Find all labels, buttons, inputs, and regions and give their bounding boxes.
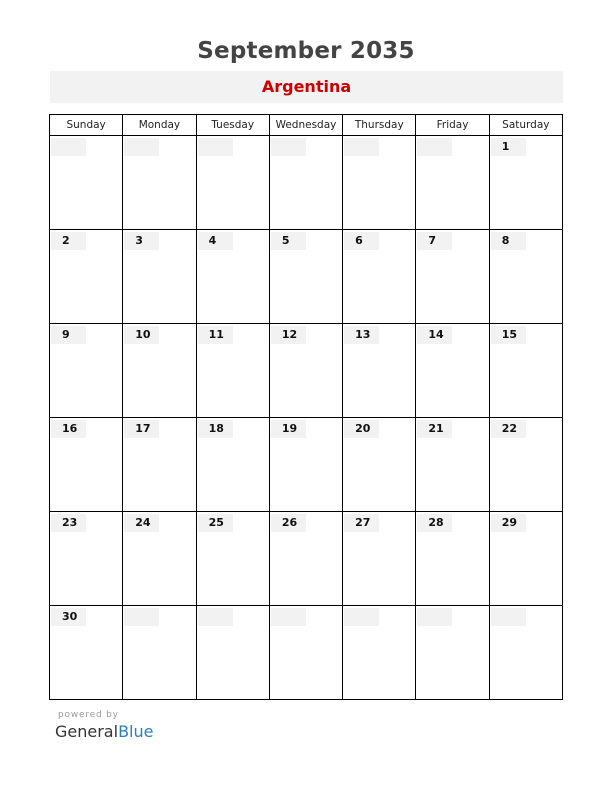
- day-cell: [416, 136, 489, 230]
- day-number: [344, 608, 379, 626]
- day-cell: [196, 418, 269, 512]
- country-band: [50, 71, 563, 103]
- day-cell: [489, 606, 562, 700]
- brand-general: General: [55, 722, 119, 741]
- day-cell: [343, 512, 416, 606]
- day-cell: [343, 230, 416, 324]
- day-number: 24: [124, 514, 159, 532]
- day-number: [198, 608, 233, 626]
- day-number: 27: [344, 514, 379, 532]
- day-cell: [343, 136, 416, 230]
- day-cell: [489, 418, 562, 512]
- day-number: 5: [271, 232, 306, 250]
- week-row: [50, 324, 563, 418]
- day-cell: [416, 418, 489, 512]
- day-number: 20: [344, 420, 379, 438]
- day-cell: [123, 606, 196, 700]
- day-number: [51, 138, 86, 156]
- powered-by-text: powered by: [58, 710, 119, 720]
- day-cell: [196, 606, 269, 700]
- day-cell: [196, 136, 269, 230]
- day-number: 9: [51, 326, 86, 344]
- day-number: 10: [124, 326, 159, 344]
- day-cell: [123, 230, 196, 324]
- week-row: [50, 606, 563, 700]
- day-cell: [50, 230, 123, 324]
- day-cell: [123, 136, 196, 230]
- day-number: 2: [51, 232, 86, 250]
- day-number: 22: [491, 420, 526, 438]
- day-number: 1: [491, 138, 526, 156]
- calendar-grid: [49, 114, 563, 700]
- day-cell: [416, 324, 489, 418]
- day-number: 18: [198, 420, 233, 438]
- day-number: 4: [198, 232, 233, 250]
- day-cell: [50, 512, 123, 606]
- day-number: 11: [198, 326, 233, 344]
- day-cell: [50, 324, 123, 418]
- day-number: 14: [417, 326, 452, 344]
- day-cell: [269, 418, 342, 512]
- weekday-header: Thursday: [343, 115, 416, 136]
- day-number: 30: [51, 608, 86, 626]
- weekday-header-row: [50, 115, 563, 136]
- day-cell: [50, 418, 123, 512]
- day-number: [344, 138, 379, 156]
- week-row: [50, 418, 563, 512]
- calendar-title: September 2035: [197, 38, 415, 64]
- day-cell: [269, 512, 342, 606]
- day-number: 15: [491, 326, 526, 344]
- day-number: 3: [124, 232, 159, 250]
- day-number: 13: [344, 326, 379, 344]
- day-number: 8: [491, 232, 526, 250]
- week-row: [50, 230, 563, 324]
- day-number: 28: [417, 514, 452, 532]
- day-number: [124, 138, 159, 156]
- day-cell: [343, 324, 416, 418]
- day-cell: [269, 230, 342, 324]
- day-cell: [416, 230, 489, 324]
- day-number: [198, 138, 233, 156]
- week-row: [50, 136, 563, 230]
- day-cell: [489, 324, 562, 418]
- day-number: [417, 608, 452, 626]
- day-cell: [343, 606, 416, 700]
- day-cell: [123, 512, 196, 606]
- day-number: 26: [271, 514, 306, 532]
- day-number: 29: [491, 514, 526, 532]
- day-number: 7: [417, 232, 452, 250]
- generalblue-logo[interactable]: [55, 722, 153, 742]
- day-cell: [50, 136, 123, 230]
- weekday-header: Saturday: [489, 115, 562, 136]
- day-number: [491, 608, 526, 626]
- day-cell: [343, 418, 416, 512]
- day-cell: [196, 512, 269, 606]
- day-cell: [269, 136, 342, 230]
- day-cell: [196, 230, 269, 324]
- day-number: 12: [271, 326, 306, 344]
- day-number: [271, 138, 306, 156]
- weekday-header: Tuesday: [196, 115, 269, 136]
- day-number: 25: [198, 514, 233, 532]
- day-number: 21: [417, 420, 452, 438]
- day-cell: [269, 324, 342, 418]
- day-cell: [416, 606, 489, 700]
- day-cell: [489, 512, 562, 606]
- day-cell: [269, 606, 342, 700]
- day-number: [124, 608, 159, 626]
- day-number: 19: [271, 420, 306, 438]
- day-cell: [50, 606, 123, 700]
- day-number: 6: [344, 232, 379, 250]
- country-name: Argentina: [261, 77, 352, 96]
- day-cell: [489, 136, 562, 230]
- day-cell: [123, 418, 196, 512]
- day-cell: [416, 512, 489, 606]
- week-row: [50, 512, 563, 606]
- weekday-header: Sunday: [50, 115, 123, 136]
- weekday-header: Friday: [416, 115, 489, 136]
- weekday-header: Monday: [123, 115, 196, 136]
- day-number: 17: [124, 420, 159, 438]
- day-cell: [196, 324, 269, 418]
- day-cell: [123, 324, 196, 418]
- brand-blue: Blue: [118, 722, 154, 741]
- day-cell: [489, 230, 562, 324]
- day-number: 16: [51, 420, 86, 438]
- day-number: [417, 138, 452, 156]
- weekday-header: Wednesday: [269, 115, 342, 136]
- day-number: 23: [51, 514, 86, 532]
- day-number: [271, 608, 306, 626]
